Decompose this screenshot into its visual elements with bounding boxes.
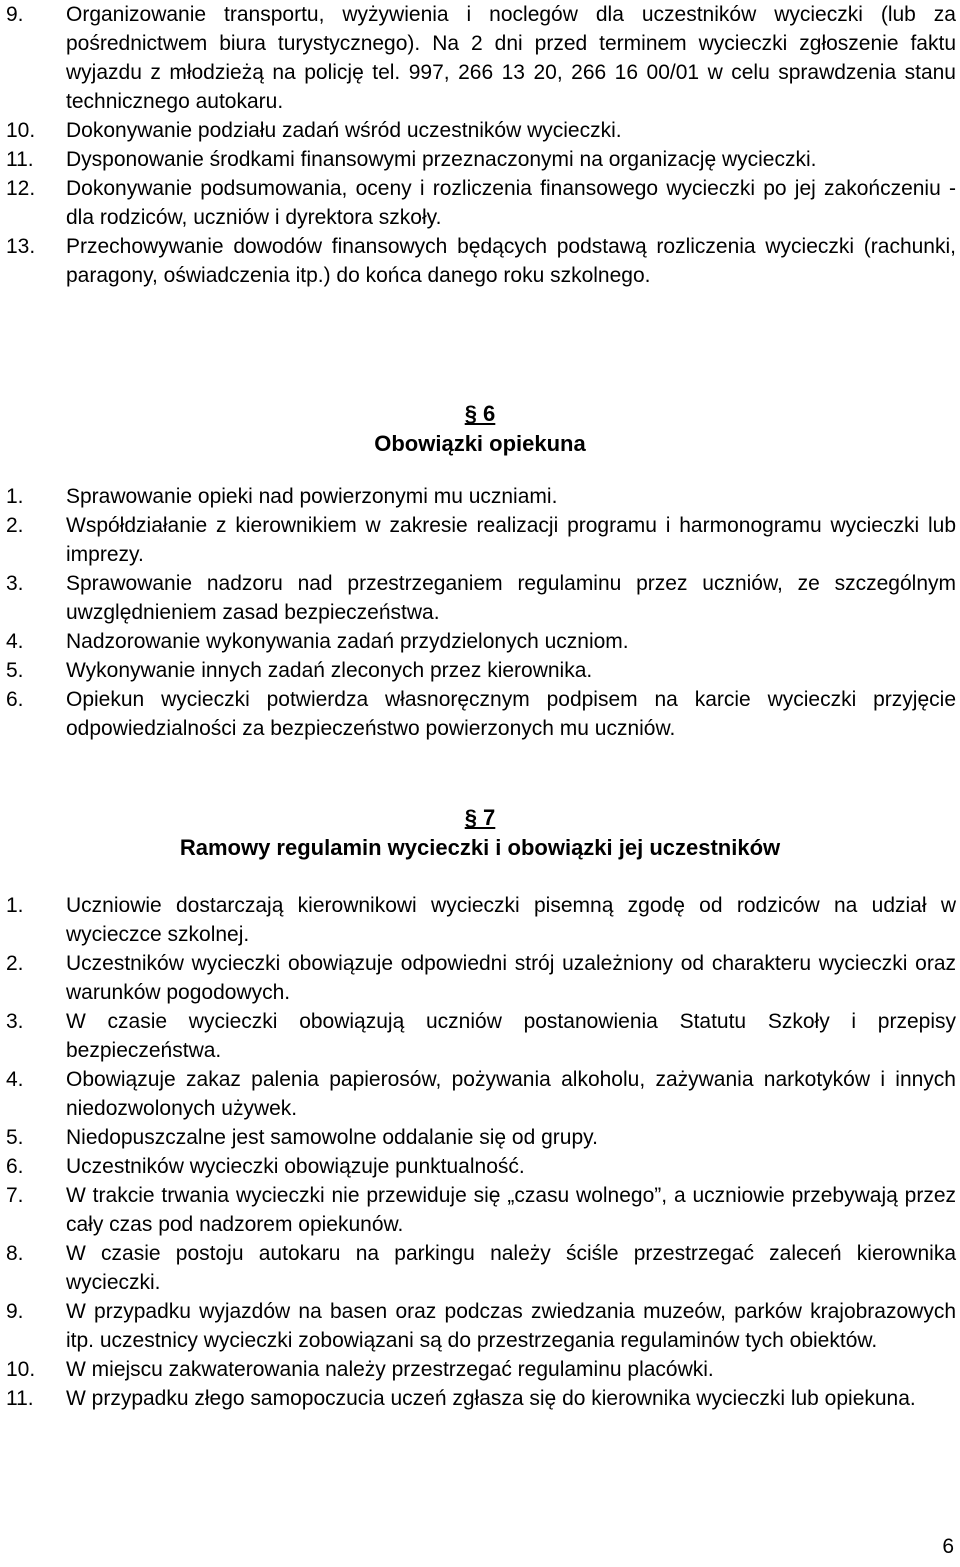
guardian-duties-list: [6, 482, 956, 743]
list-item: 7. W trakcie trwania wycieczki nie przewiduje się „czasu wolnego”, a uczniowie przebywają przez cały czas pod nadzorem opiekunów.: [6, 1184, 956, 1236]
paragraph-7-number: § 7: [464, 805, 496, 830]
list-item: 10. W miejscu zakwaterowania należy przestrzegać regulaminu placówki.: [6, 1358, 714, 1381]
list-item: 9. W przypadku wyjazdów na basen oraz podczas zwiedzania muzeów, parków krajobrazowych itp. uczestnicy wycieczki zobowiązani są do przestrzegania regulaminów tych obiektów.: [6, 1300, 956, 1352]
list-item: 4. Nadzorowanie wykonywania zadań przydzielonych uczniom.: [6, 630, 629, 653]
list-item: 3. W czasie wycieczki obowiązują uczniów postanowienia Statutu Szkoły i przepisy bezpieczeństwa.: [6, 1010, 956, 1062]
list-item: 1. Uczniowie dostarczają kierownikowi wycieczki pisemną zgodę od rodziców na udział w wycieczce szkolnej.: [6, 894, 956, 946]
list-item: 2. Uczestników wycieczki obowiązuje odpowiedni strój uzależniony od charakteru wycieczki oraz warunków pogodowych.: [6, 952, 956, 1004]
duties-list-continued: [6, 0, 956, 290]
page-number: 6: [942, 1535, 954, 1558]
section-6-title: Obowiązki opiekuna: [374, 431, 586, 456]
list-item: 1. Sprawowanie opieki nad powierzonymi mu uczniami.: [6, 485, 558, 508]
list-item: 2. Współdziałanie z kierownikiem w zakresie realizacji programu i harmonogramu wycieczki lub imprezy.: [6, 514, 956, 566]
list-item: 6. Opiekun wycieczki potwierdza własnoręcznym podpisem na karcie wycieczki przyjęcie odpowiedzialności za bezpieczeństwo powierzonych mu uczniów.: [6, 688, 956, 740]
trip-rules-list: [6, 891, 956, 1413]
list-item: 13. Przechowywanie dowodów finansowych będących podstawą rozliczenia wycieczki (rachunki, paragony, oświadczenia itp.) do końca danego roku szkolnego.: [6, 235, 956, 287]
list-item: 5. Wykonywanie innych zadań zleconych przez kierownika.: [6, 659, 593, 682]
list-item: 9. Organizowanie transportu, wyżywienia i noclegów dla uczestników wycieczki (lub za pośrednictwem biura turystycznego). Na 2 dni przed terminem wycieczki zgłoszenie faktu wyjazdu z młodzieżą na policję tel. 997, 266 13 20, 266 16 00/01 w celu sprawdzenia stanu technicznego autokaru.: [6, 3, 956, 113]
list-item: 5. Niedopuszczalne jest samowolne oddalanie się od grupy.: [6, 1126, 598, 1149]
list-item: 8. W czasie postoju autokaru na parkingu należy ściśle przestrzegać zaleceń kierownika wycieczki.: [6, 1242, 956, 1294]
list-item: 12. Dokonywanie podsumowania, oceny i rozliczenia finansowego wycieczki po jej zakończeniu - dla rodziców, uczniów i dyrektora szkoły.: [6, 177, 956, 229]
section-7-title: Ramowy regulamin wycieczki i obowiązki jej uczestników: [179, 835, 781, 860]
list-item: 11. Dysponowanie środkami finansowymi przeznaczonymi na organizację wycieczki.: [6, 148, 817, 171]
list-item: 6. Uczestników wycieczki obowiązuje punktualność.: [6, 1155, 525, 1178]
list-item: 10. Dokonywanie podziału zadań wśród uczestników wycieczki.: [6, 119, 622, 142]
list-item: 11. W przypadku złego samopoczucia uczeń zgłasza się do kierownika wycieczki lub opiekuna.: [6, 1387, 916, 1410]
list-item: 4. Obowiązuje zakaz palenia papierosów, pożywania alkoholu, zażywania narkotyków i innych niedozwolonych używek.: [6, 1068, 956, 1120]
list-item: 3. Sprawowanie nadzoru nad przestrzeganiem regulaminu przez uczniów, ze szczególnym uwzględnieniem zasad bezpieczeństwa.: [6, 572, 956, 624]
paragraph-6-number: § 6: [464, 401, 496, 426]
